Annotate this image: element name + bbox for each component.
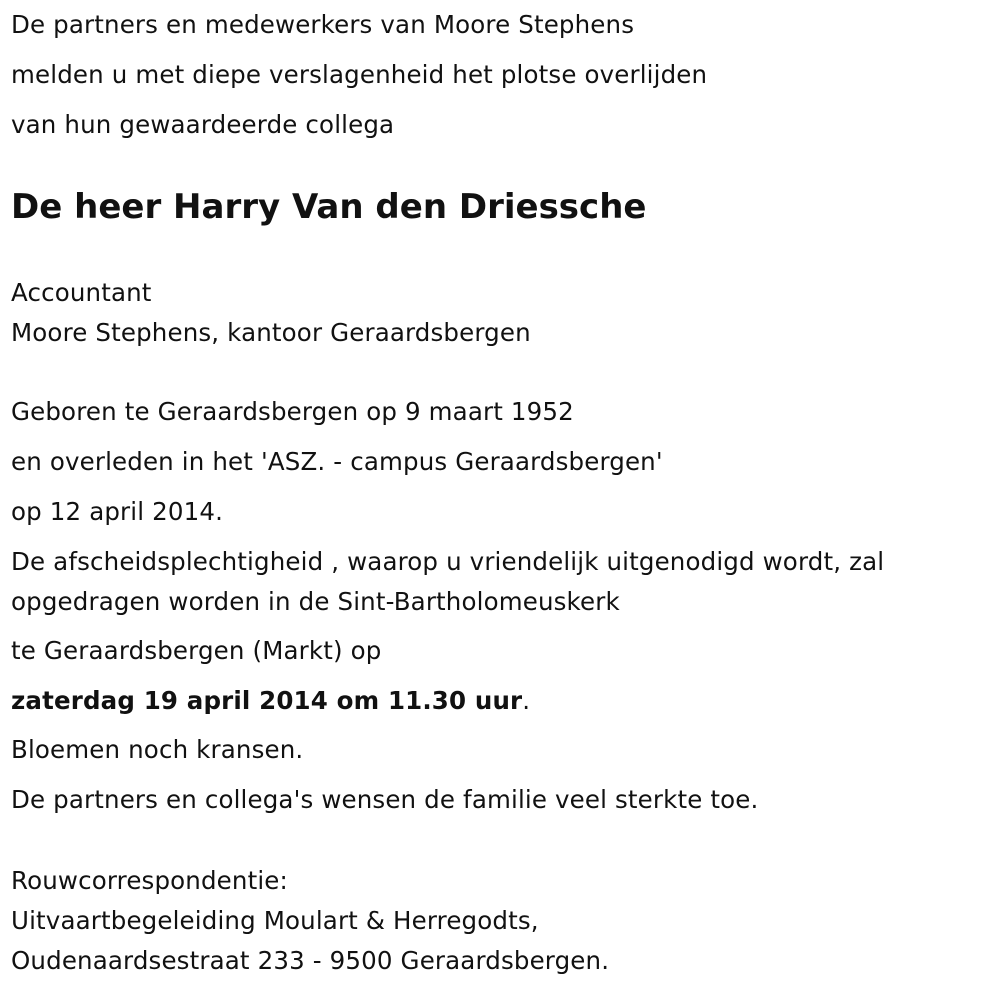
ceremony-datetime-line xyxy=(11,686,530,716)
wishes-line: De partners en collega's wensen de familie veel sterkte toe. xyxy=(11,785,759,814)
position-title: Accountant xyxy=(11,278,152,307)
ceremony-datetime-suffix: . xyxy=(522,686,531,715)
deceased-name: De heer Harry Van den Driessche xyxy=(11,187,647,227)
intro-line-3: van hun gewaardeerde collega xyxy=(11,110,395,139)
correspondence-company: Uitvaartbegeleiding Moulart & Herregodts, xyxy=(11,906,539,935)
correspondence-label: Rouwcorrespondentie: xyxy=(11,866,288,895)
ceremony-datetime: zaterdag 19 april 2014 om 11.30 uur xyxy=(11,686,523,715)
ceremony-line-2: opgedragen worden in de Sint-Bartholomeuskerk xyxy=(11,587,620,616)
position-office: Moore Stephens, kantoor Geraardsbergen xyxy=(11,318,531,347)
death-date-line: op 12 april 2014. xyxy=(11,497,224,526)
intro-line-2: melden u met diepe verslagenheid het plotse overlijden xyxy=(11,60,708,89)
ceremony-line-1: De afscheidsplechtigheid , waarop u vriendelijk uitgenodigd wordt, zal xyxy=(11,547,885,576)
ceremony-location: te Geraardsbergen (Markt) op xyxy=(11,636,382,665)
birth-line: Geboren te Geraardsbergen op 9 maart 1952 xyxy=(11,397,574,426)
intro-line-1: De partners en medewerkers van Moore Stephens xyxy=(11,10,635,39)
flowers-line: Bloemen noch kransen. xyxy=(11,735,304,764)
death-line: en overleden in het 'ASZ. - campus Geraardsbergen' xyxy=(11,447,663,476)
correspondence-address: Oudenaardsestraat 233 - 9500 Geraardsbergen. xyxy=(11,946,610,975)
